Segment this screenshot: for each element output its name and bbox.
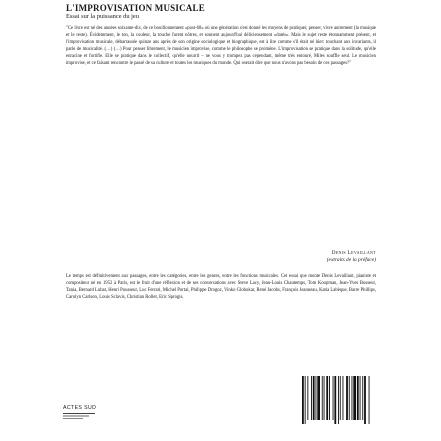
title-block xyxy=(66,3,376,21)
book-title: L'IMPROVISATION MUSICALE xyxy=(66,3,205,13)
preface-text: "Ce livre est né des années soixante-dix, de ce bouillonnement «post-68» où une génération s'est donné les moyens de pratiquer, penser, vivre autrement (la musique et le reste). Évidemment, le ton, la couleur, la touche furent nôtres, et sonnent aujourd'hui délicieusement «datés». Mais le sujet reste étonnamment présent, et l'improvisation musicale, débarrassée quinze ans après de son origine sociologique et biographique, est à lire comme s'il était né hier: touchant aux invariants, il parle de musicalité. (…) (…) Pour penser librement, le musicien improvise, comme le philosophe se promène. L'improvisation se pratique dans la solitude, qu'elle enracine et fortifie. Elle se pratique dans le collectif, qu'elle nourrit – ne vous y trompez pas cependant, même très entouré, Miles souffle seul. Le musicien improvise, et ce faisant rencontre le passé de sa culture et toutes les musiques du monde. Qui oserait dire que nous n'avons pas besoin de ces passages?" xyxy=(66,26,376,67)
signature-note: (extraits de la préface) xyxy=(326,257,376,263)
publisher-name: ACTES SUD xyxy=(63,405,97,411)
barcode-icon xyxy=(298,374,378,426)
author-name: Denis Levaillant xyxy=(331,250,376,256)
description-text: Le temps est définitivement aux passages, entre les catégories, entre les genres, entre les fonctions musicales. Cet essai que monte Denis Levaillant, pianiste et compositeur né en 1952 à Paris, est le fruit d'une réflexion et de ses conversations avec Steve Lacy, Jean-Louis Chautemps, Tom Koopman, Jean-Yves Bosseur, Tania, Bernard Lubat, Henri Pousseur, Luc Ferrari, Michel Portal, Philippe Drogoz, Vinko Globokar, René Jacobs, François Jeanneau, Katia Labèque, Barre Phillips, Carolyn Carlson, Louis Sclavis, Christian Rollet, Eric Sprogis. xyxy=(66,274,376,301)
signature-block xyxy=(276,250,376,264)
preface-excerpt xyxy=(66,25,376,67)
publisher-block xyxy=(63,405,143,420)
publisher-logo-icon xyxy=(63,412,95,420)
book-description xyxy=(66,273,376,301)
book-subtitle: Essai sur la puissance du jeu xyxy=(66,13,139,20)
